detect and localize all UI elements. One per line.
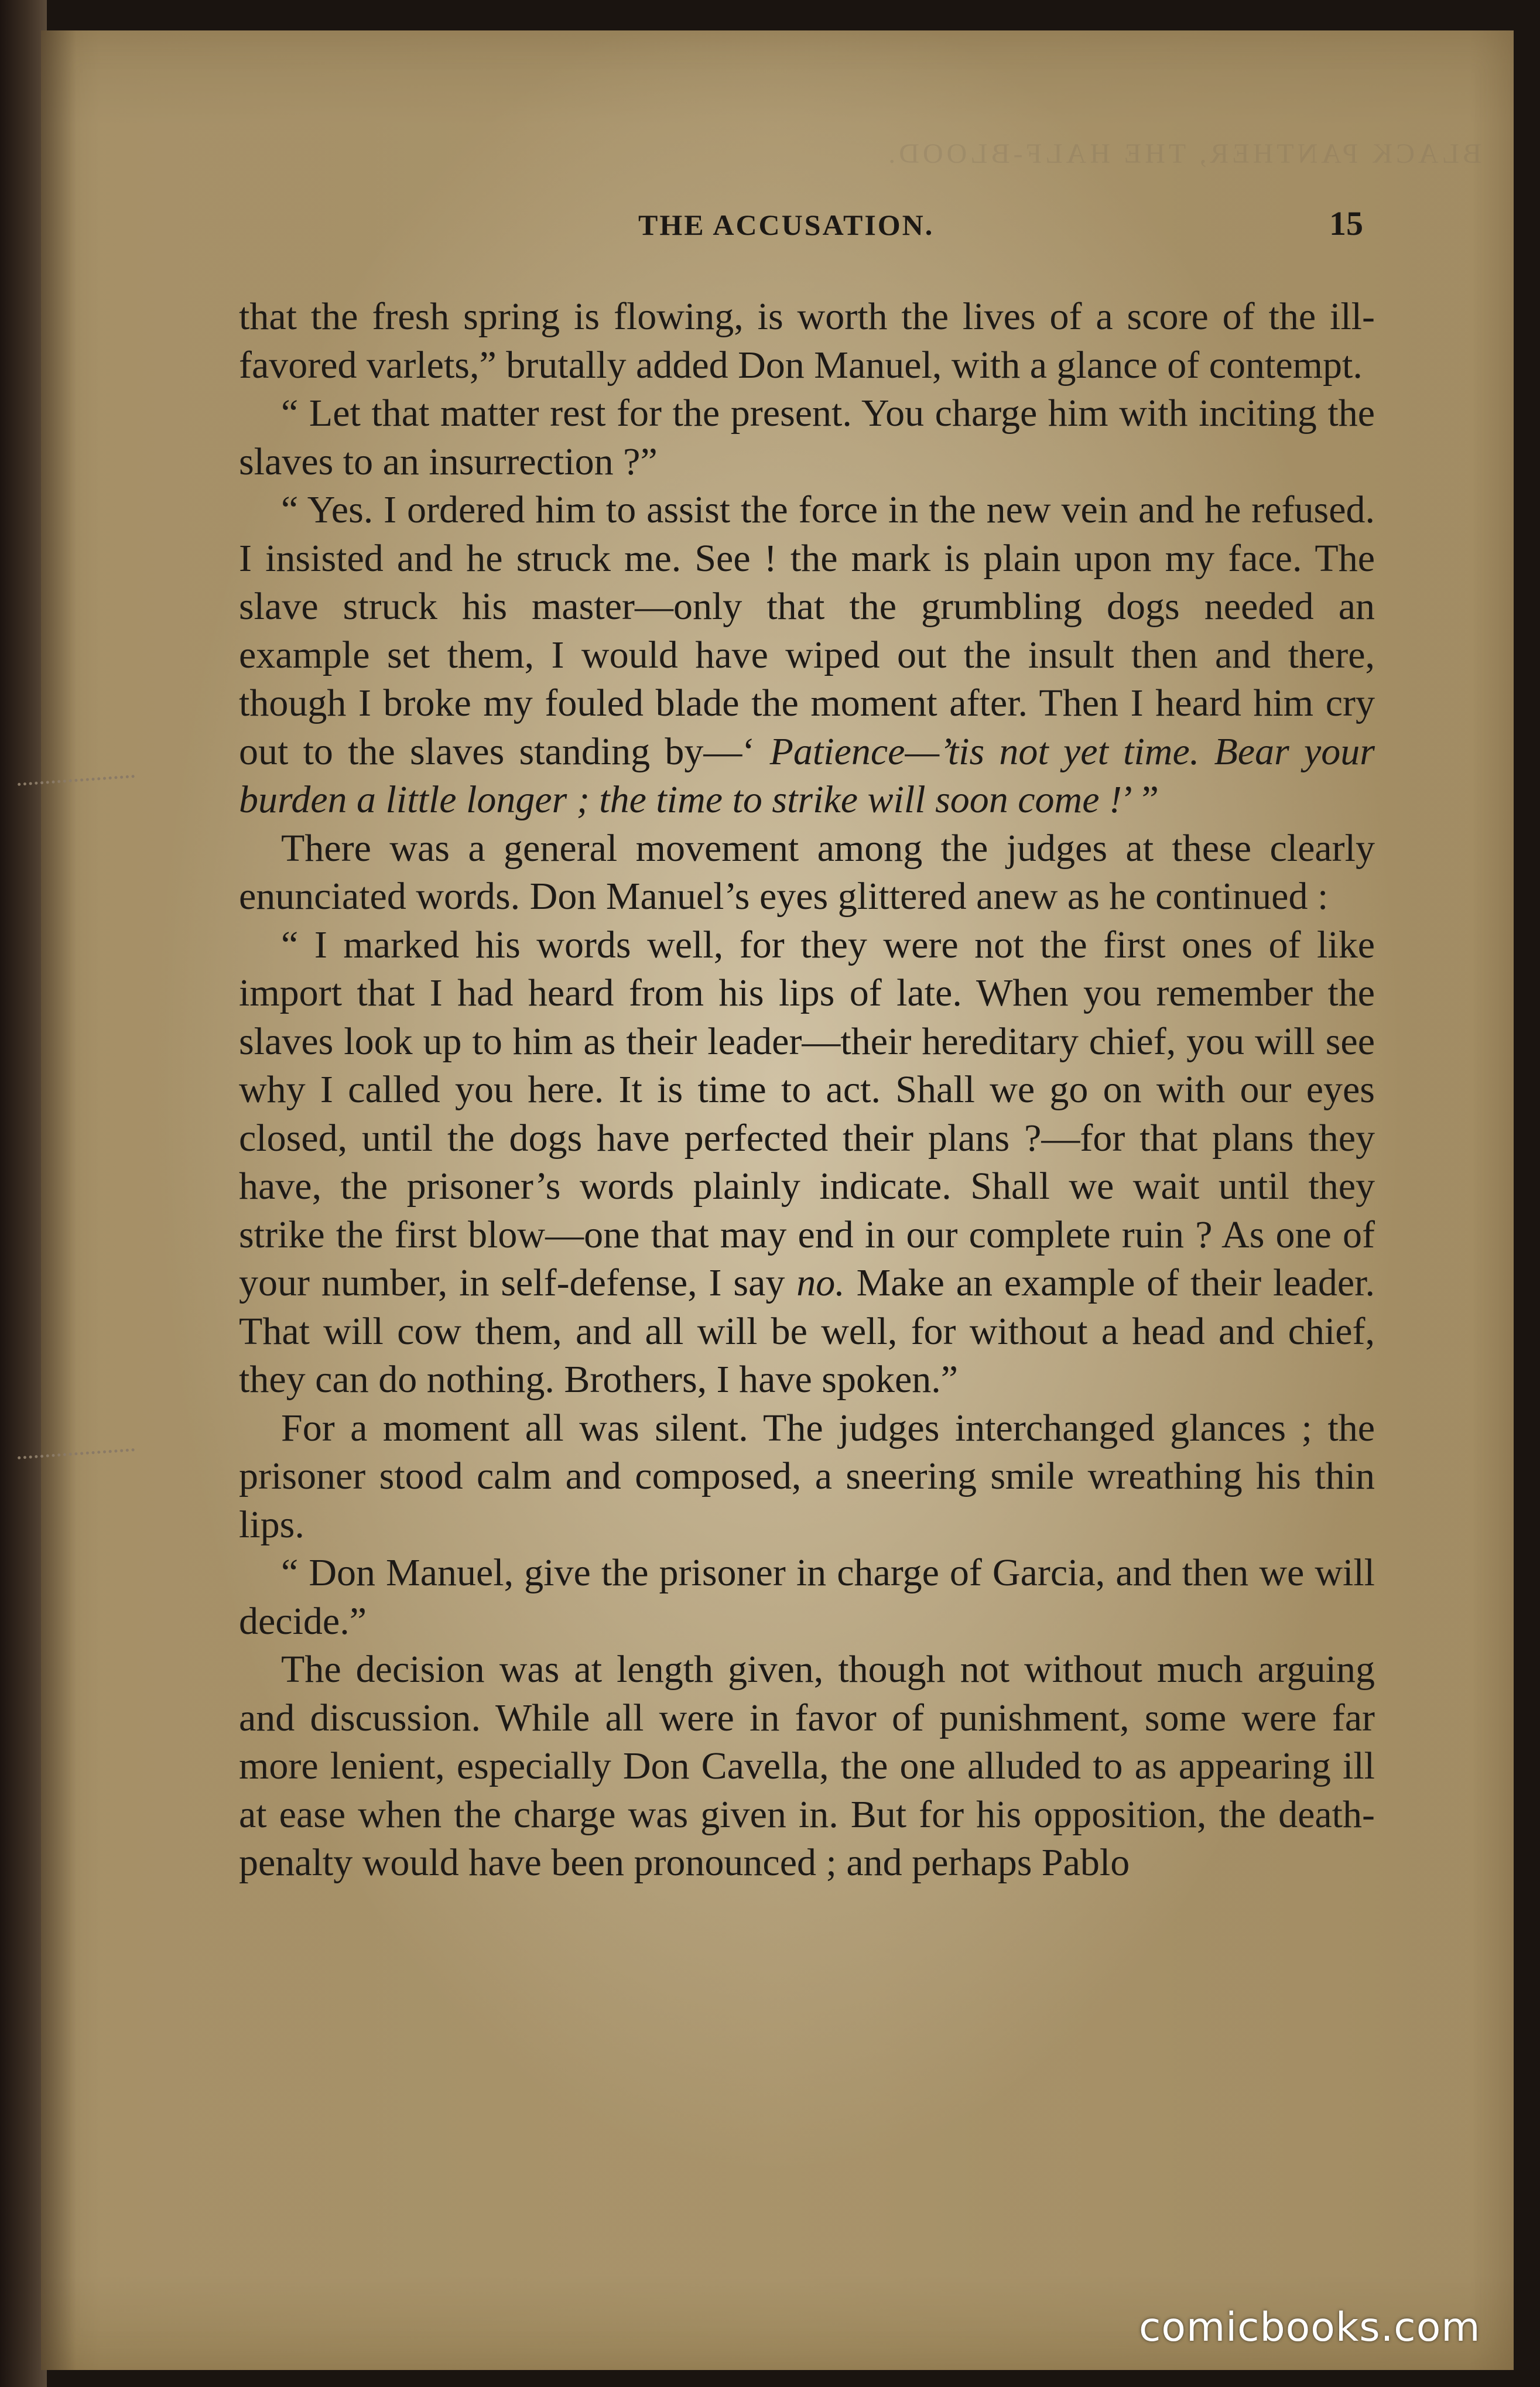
- paragraph: [239, 1404, 1375, 1550]
- text-segment: For a moment all was silent. The judges interchanged glances ; the prisoner stood calm and composed, a sneering smile wreathing his thin lips.: [239, 1406, 1375, 1546]
- italic-text: no.: [796, 1261, 845, 1304]
- running-head: THE ACCUSATION.: [638, 208, 935, 241]
- text-segment: “ Don Manuel, give the prisoner in charge of Garcia, and then we will decide.”: [239, 1551, 1375, 1643]
- text-segment: ’ ”: [1121, 778, 1159, 821]
- paragraph: [239, 389, 1375, 486]
- text-segment: There was a general movement among the judges at these clearly enunciated words. Don Manuel’s eyes glittered anew as he continued :: [239, 826, 1375, 918]
- text-segment: “ Yes. I ordered him to assist the force in the new vein and he refused. I insisted and he struck me. See ! the mark is plain upon my face. The slave struck his master—only that the grumbling dogs needed an example set them, I would have wiped out the insult then and there, though I broke my fouled blade the moment after. Then I heard him cry out to the slaves standing by—‘: [239, 488, 1375, 773]
- page-number: 15: [1329, 204, 1363, 242]
- italic-text: Patience—’tis not yet time. Bear your burden a little longer ; the time to strike will soon come !: [239, 730, 1375, 821]
- paragraph: [239, 825, 1375, 921]
- body-text: [239, 293, 1375, 1887]
- paragraph: [239, 486, 1375, 825]
- text-segment: Make an example of their leader. That will cow them, and all will be well, for without a head and chief, they can do nothing. Brothers, I have spoken.”: [239, 1261, 1375, 1401]
- paragraph: [239, 921, 1375, 1404]
- watermark: comicbooks.com: [1139, 2304, 1481, 2351]
- text-segment: “ Let that matter rest for the present. You charge him with inciting the slaves to an insurrection ?”: [239, 392, 1375, 483]
- paragraph: [239, 1646, 1375, 1887]
- book-spine: [0, 0, 47, 2387]
- gutter-shadow: [41, 30, 76, 2370]
- text-segment: that the fresh spring is flowing, is worth the lives of a score of the ill-favored varlets,” brutally added Don Manuel, with a glance of contempt.: [239, 295, 1375, 387]
- paragraph: [239, 1549, 1375, 1646]
- text-segment: “ I marked his words well, for they were not the first ones of like import that I had heard from his lips of late. When you remember the slaves look up to him as their leader—their hereditary chief, you will see why I called you here. It is time to act. Shall we go on with our eyes closed, until the dogs have perfected their plans ?—for that plans they have, the prisoner’s words plainly indicate. Shall we wait until they strike the first blow—one that may end in our complete ruin ? As one of your number, in self-defense, I say: [239, 923, 1375, 1304]
- text-segment: The decision was at length given, though not without much arguing and discussion. While all were in favor of punishment, some were far more lenient, especially Don Cavella, the one alluded to as appearing ill at ease when the charge was given in. But for his opposition, the death-penalty would have been pronounced ; and perhaps Pablo: [239, 1648, 1375, 1884]
- bleed-through-text: BLACK PANTHER, THE HALF-BLOOD.: [885, 138, 1481, 169]
- paragraph: [239, 293, 1375, 389]
